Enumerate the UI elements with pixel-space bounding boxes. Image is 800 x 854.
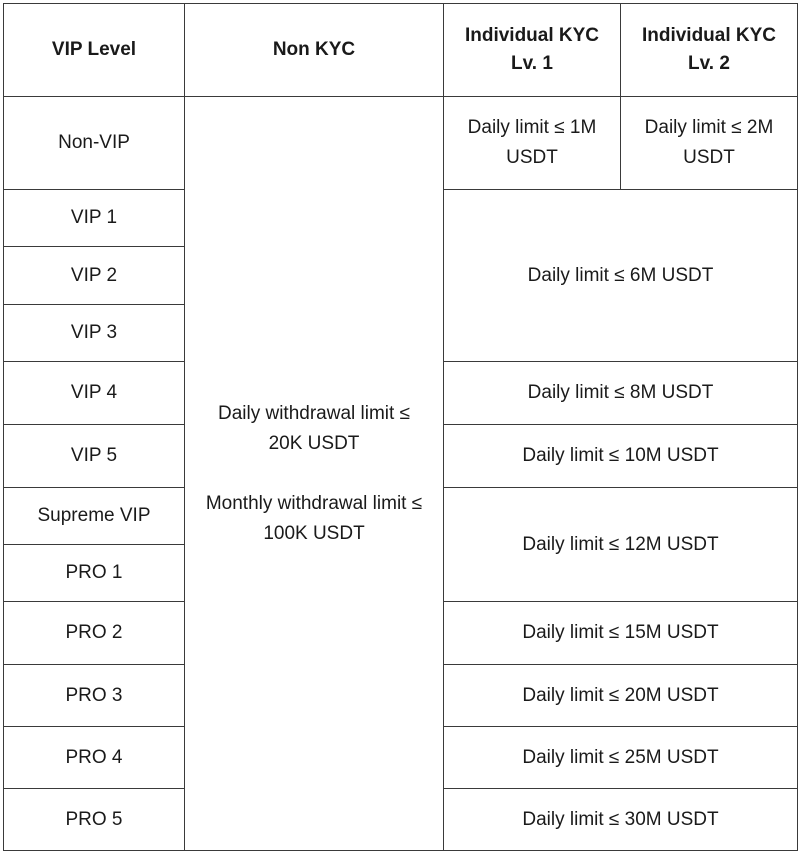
level-cell: PRO 4 xyxy=(4,727,185,789)
limit-cell: Daily limit ≤ 12M USDT xyxy=(444,488,798,602)
level-cell: PRO 5 xyxy=(4,789,185,851)
level-cell: Non-VIP xyxy=(4,97,185,190)
header-kyc-lv1: Individual KYC Lv. 1 xyxy=(444,4,621,97)
limit-cell: Daily limit ≤ 25M USDT xyxy=(444,727,798,789)
level-cell: VIP 1 xyxy=(4,190,185,247)
non-kyc-limit-cell: Daily withdrawal limit ≤ 20K USDT Monthly withdrawal limit ≤ 100K USDT xyxy=(185,97,444,851)
limit-cell: Daily limit ≤ 6M USDT xyxy=(444,190,798,362)
level-cell: VIP 5 xyxy=(4,425,185,488)
level-cell: PRO 2 xyxy=(4,602,185,665)
table-row xyxy=(4,97,798,190)
level-cell: PRO 1 xyxy=(4,545,185,602)
header-kyc-lv2: Individual KYC Lv. 2 xyxy=(621,4,798,97)
header-non-kyc: Non KYC xyxy=(185,4,444,97)
level-cell: VIP 3 xyxy=(4,305,185,362)
limit-cell: Daily limit ≤ 10M USDT xyxy=(444,425,798,488)
limit-cell: Daily limit ≤ 15M USDT xyxy=(444,602,798,665)
level-cell: PRO 3 xyxy=(4,665,185,727)
header-vip-level: VIP Level xyxy=(4,4,185,97)
level-cell: VIP 4 xyxy=(4,362,185,425)
limit-cell: Daily limit ≤ 30M USDT xyxy=(444,789,798,851)
withdrawal-limits-table xyxy=(3,3,798,851)
header-row xyxy=(4,4,798,97)
level-cell: VIP 2 xyxy=(4,247,185,305)
level-cell: Supreme VIP xyxy=(4,488,185,545)
limit-cell: Daily limit ≤ 8M USDT xyxy=(444,362,798,425)
non-vip-lv1-limit-cell: Daily limit ≤ 1M USDT xyxy=(444,97,621,190)
limit-cell: Daily limit ≤ 20M USDT xyxy=(444,665,798,727)
non-vip-lv2-limit-cell: Daily limit ≤ 2M USDT xyxy=(621,97,798,190)
